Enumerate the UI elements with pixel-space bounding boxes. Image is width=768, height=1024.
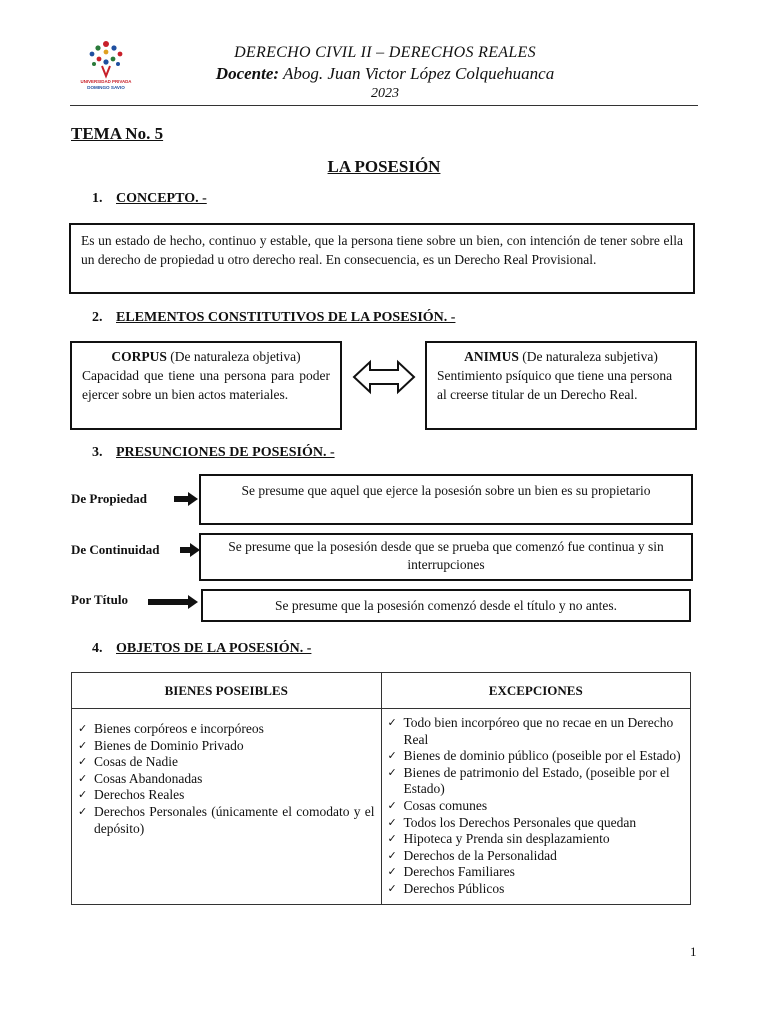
check-icon: ✓ <box>78 755 88 769</box>
check-icon: ✓ <box>387 716 397 729</box>
presuncion-box: Se presume que la posesión comenzó desde el título y no antes. <box>201 589 691 622</box>
corpus-name: CORPUS <box>111 349 167 364</box>
list-item-text: Todo bien incorpóreo que no recae en un Derecho Real <box>403 715 674 747</box>
list-item <box>388 765 685 798</box>
presuncion-box: Se presume que la posesión desde que se prueba que comenzó fue continua y sin interrupciones <box>199 533 693 581</box>
section-1-heading <box>92 191 207 207</box>
animus-name: ANIMUS <box>464 349 519 364</box>
objetos-table <box>71 672 691 905</box>
animus-text: Sentimiento psíquico que tiene una persona al creerse titular de un Derecho Real. <box>437 368 673 402</box>
animus-nature: (De naturaleza subjetiva) <box>522 349 658 364</box>
list-item <box>388 815 685 832</box>
list-item-text: Bienes de dominio público (poseible por el Estado) <box>403 748 681 764</box>
docente-name: Abog. Juan Victor López Colquehuanca <box>283 64 555 83</box>
excepciones-cell <box>381 709 691 905</box>
list-item <box>78 721 375 738</box>
list-item <box>78 754 375 771</box>
section-number: 4. <box>92 641 103 656</box>
list-item-text: Cosas de Nadie <box>94 754 178 770</box>
double-arrow-icon <box>352 359 416 400</box>
svg-text:UNIVERSIDAD PRIVADA: UNIVERSIDAD PRIVADA <box>80 79 132 84</box>
table-header-row <box>72 673 691 709</box>
check-icon: ✓ <box>387 815 397 829</box>
presuncion-label: De Continuidad <box>71 542 160 557</box>
list-item <box>388 881 685 898</box>
column-header-excepciones: EXCEPCIONES <box>381 673 691 709</box>
list-item <box>388 798 685 815</box>
right-arrow-icon <box>148 595 198 614</box>
list-item-text: Todos los Derechos Personales que quedan <box>403 814 637 830</box>
svg-text:DOMINGO SAVIO: DOMINGO SAVIO <box>87 85 125 90</box>
section-number: 1. <box>92 191 103 206</box>
check-icon: ✓ <box>78 722 88 735</box>
bienes-cell <box>72 709 382 905</box>
list-item-text: Bienes corpóreos e incorpóreos <box>94 721 264 736</box>
check-icon: ✓ <box>387 848 397 862</box>
section-4-heading <box>92 641 311 657</box>
logo-dots-icon <box>90 41 123 76</box>
check-icon: ✓ <box>78 738 88 752</box>
check-icon: ✓ <box>387 798 397 812</box>
year: 2023 <box>371 86 399 101</box>
list-item <box>388 831 685 848</box>
list-item-text: Derechos Reales <box>94 787 185 803</box>
section-title: CONCEPTO. - <box>116 191 207 206</box>
list-item-text: Hipoteca y Prenda sin desplazamiento <box>403 831 610 847</box>
excepciones-list <box>388 715 685 898</box>
section-3-heading <box>92 445 335 461</box>
section-title: OBJETOS DE LA POSESIÓN. - <box>116 641 312 656</box>
list-item <box>78 738 375 755</box>
section-2-heading <box>92 310 455 326</box>
list-item-text: Bienes de patrimonio del Estado, (poseible por el Estado) <box>403 764 670 797</box>
list-item <box>388 848 685 865</box>
check-icon: ✓ <box>78 788 88 802</box>
check-icon: ✓ <box>387 765 397 779</box>
tema-heading: TEMA No. 5 <box>71 124 164 143</box>
university-logo <box>72 32 140 98</box>
section-number: 3. <box>92 445 103 460</box>
check-icon: ✓ <box>78 771 88 785</box>
section-title: ELEMENTOS CONSTITUTIVOS DE LA POSESIÓN. - <box>116 310 456 325</box>
list-item <box>78 787 375 804</box>
bienes-list <box>78 721 375 837</box>
check-icon: ✓ <box>387 865 397 879</box>
check-icon: ✓ <box>387 749 397 763</box>
list-item-text: Derechos Familiares <box>403 864 515 880</box>
presuncion-box: Se presume que aquel que ejerce la posesión sobre un bien es su propietario <box>199 474 693 525</box>
corpus-box <box>70 341 342 430</box>
list-item <box>78 804 375 837</box>
section-title: PRESUNCIONES DE POSESIÓN. - <box>116 445 335 460</box>
animus-heading <box>437 347 685 366</box>
check-icon: ✓ <box>387 832 397 846</box>
list-item-text: Cosas Abandonadas <box>94 770 203 786</box>
header-divider <box>70 105 698 106</box>
list-item-text: Derechos de la Personalidad <box>403 847 557 863</box>
list-item-text: Derechos Públicos <box>403 880 505 896</box>
check-icon: ✓ <box>387 881 397 895</box>
corpus-heading <box>82 347 330 366</box>
list-item-text: Derechos Personales (únicamente el comodato y el depósito) <box>94 803 375 836</box>
check-icon: ✓ <box>78 804 88 818</box>
table-row <box>72 709 691 905</box>
page-number: 1 <box>690 944 697 959</box>
section-number: 2. <box>92 310 103 325</box>
list-item <box>388 864 685 881</box>
docente-line <box>150 64 620 84</box>
column-header-bienes: BIENES POSEIBLES <box>72 673 382 709</box>
list-item <box>388 748 685 765</box>
right-arrow-icon <box>180 543 200 562</box>
course-title: DERECHO CIVIL II – DERECHOS REALES <box>234 44 536 61</box>
page-title: LA POSESIÓN <box>327 157 441 176</box>
corpus-text: Capacidad que tiene una persona para poder ejercer sobre un bien actos materiales. <box>82 368 330 402</box>
right-arrow-icon <box>174 492 198 511</box>
list-item-text: Cosas comunes <box>403 797 488 813</box>
list-item <box>78 771 375 788</box>
concept-box: Es un estado de hecho, continuo y estable, que la persona tiene sobre un bien, con intención de tener sobre ella un derecho de propiedad u otro derecho real. En consecuencia, es un Derecho Real Provisional. <box>69 223 695 294</box>
corpus-nature: (De naturaleza objetiva) <box>170 349 301 364</box>
list-item <box>388 715 685 748</box>
presuncion-label: De Propiedad <box>71 491 147 506</box>
animus-box <box>425 341 697 430</box>
presuncion-label: Por Título <box>71 592 128 607</box>
docente-label: Docente: <box>215 64 280 83</box>
list-item-text: Bienes de Dominio Privado <box>94 737 244 753</box>
